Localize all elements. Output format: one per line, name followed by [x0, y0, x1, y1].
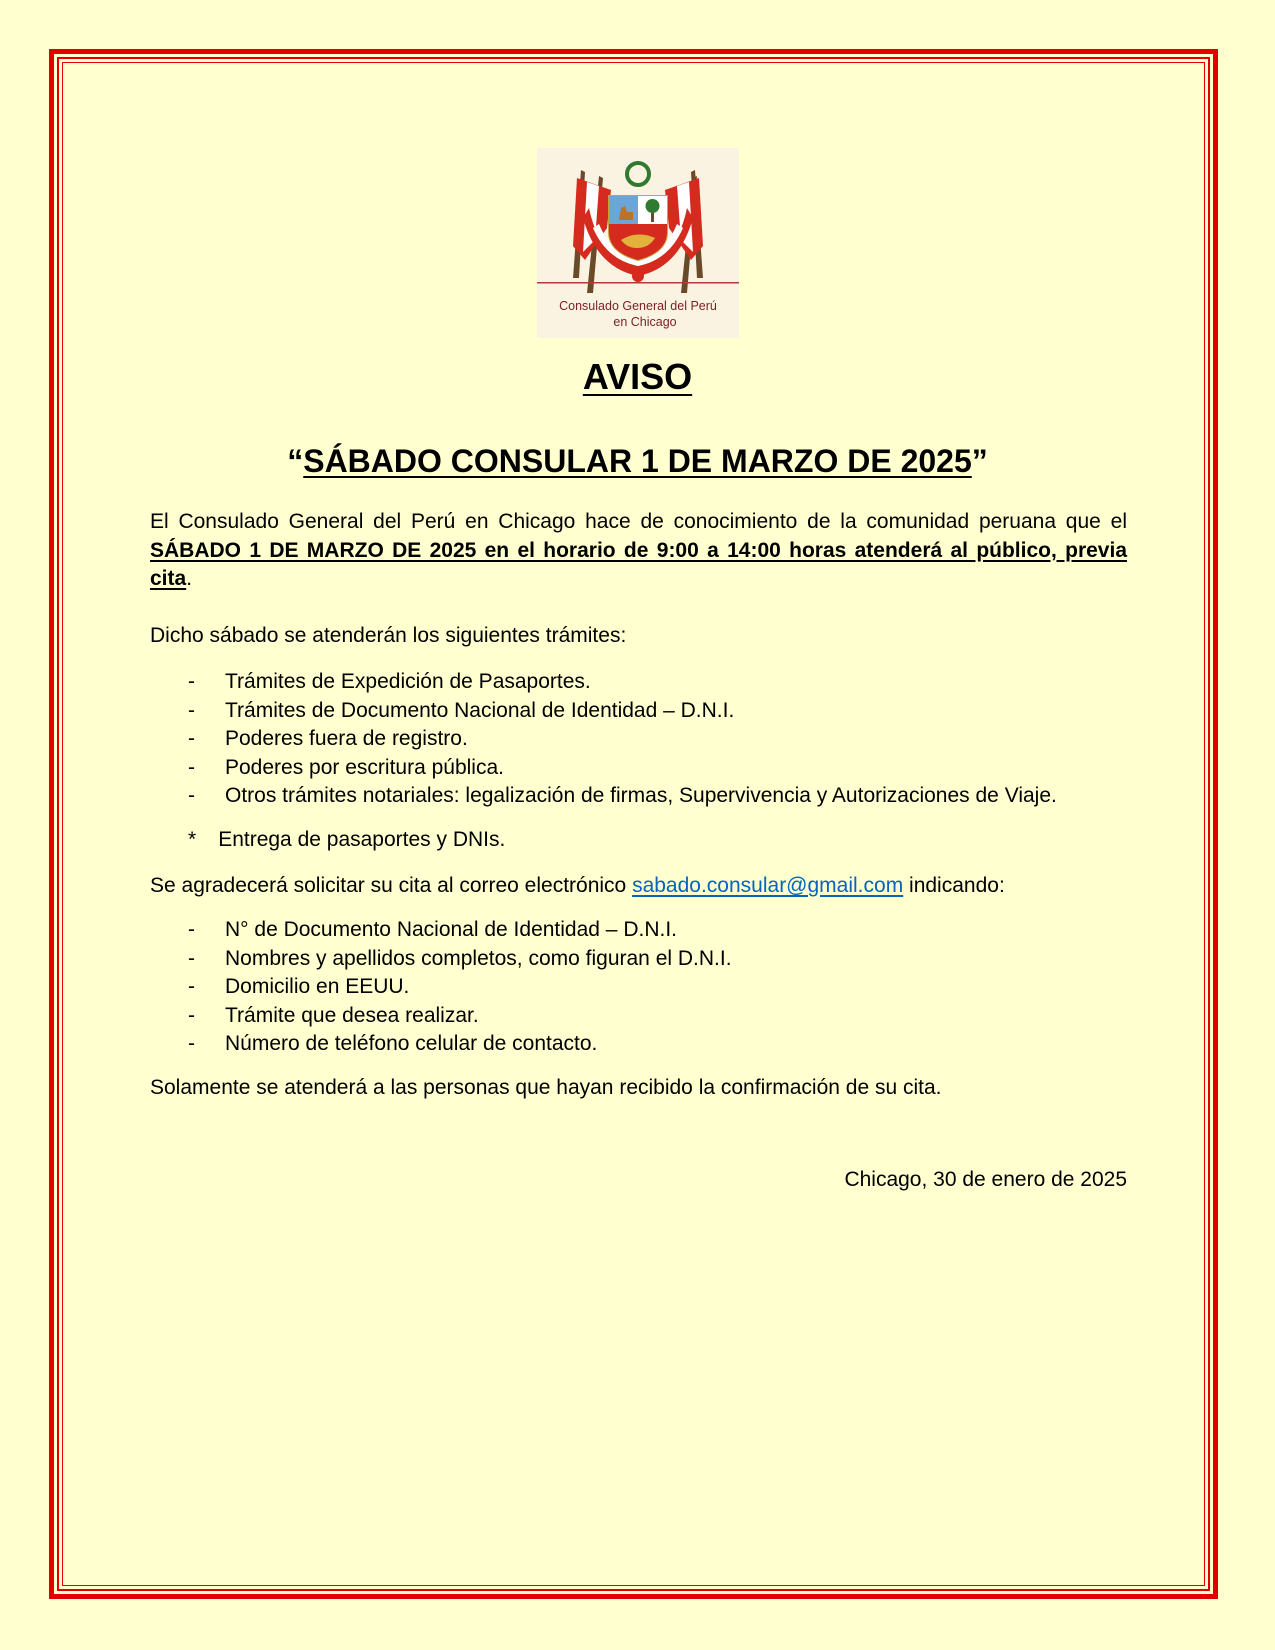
list-bullet: -	[188, 946, 195, 970]
requirements-list	[150, 916, 1150, 1059]
services-intro: Dicho sábado se atenderán los siguientes trámites:	[150, 624, 627, 647]
list-item-text: N° de Documento Nacional de Identidad – D.N.I.	[225, 918, 677, 941]
list-bullet: -	[188, 670, 195, 693]
logo-text-line2: en Chicago	[613, 315, 677, 329]
list-bullet: -	[188, 1032, 195, 1055]
list-item-text: Nombres y apellidos completos, como figuran el D.N.I.	[225, 946, 732, 970]
list-bullet: -	[188, 727, 195, 750]
intro-bold: SÁBADO 1 DE MARZO DE 2025 en el horario de 9:00 a 14:00 horas atenderá al público, previa cita	[150, 538, 1127, 590]
list-item-text: Trámites de Documento Nacional de Identidad – D.N.I.	[225, 698, 735, 722]
list-bullet: -	[188, 755, 195, 779]
list-item	[150, 782, 1150, 811]
list-item	[150, 916, 1150, 945]
subtitle-text: SÁBADO CONSULAR 1 DE MARZO DE 2025	[303, 443, 972, 479]
star-note-text: Entrega de pasaportes y DNIs.	[218, 828, 506, 851]
list-item	[150, 973, 1150, 1002]
logo-text-line1: Consulado General del Perú	[559, 299, 717, 313]
list-item-text: Poderes fuera de registro.	[225, 727, 468, 750]
list-bullet: -	[188, 918, 195, 941]
list-bullet: -	[188, 1003, 195, 1027]
services-list	[150, 668, 1150, 811]
page-title	[0, 355, 1275, 399]
email-tail: indicando:	[903, 874, 1005, 897]
closing-note: Solamente se atenderá a las personas que hayan recibido la confirmación de su cita.	[150, 1076, 942, 1099]
list-bullet: -	[188, 698, 195, 722]
list-bullet: -	[188, 975, 195, 998]
list-bullet: -	[188, 784, 195, 807]
list-item	[150, 668, 1150, 697]
consulate-logo	[537, 148, 739, 338]
list-item	[150, 725, 1150, 754]
list-item	[150, 1030, 1150, 1059]
page-subtitle	[0, 441, 1275, 481]
list-item-text: Número de teléfono celular de contacto.	[225, 1032, 598, 1055]
star-symbol: *	[188, 828, 197, 851]
email-paragraph	[150, 872, 1127, 901]
email-lead: Se agradecerá solicitar su cita al correo electrónico	[150, 874, 633, 897]
peru-coat-of-arms-icon	[537, 148, 739, 293]
email-link[interactable]: sabado.consular@gmail.com	[632, 874, 904, 897]
list-item-text: Trámite que desea realizar.	[225, 1003, 479, 1027]
star-note	[188, 826, 505, 855]
list-item-text: Domicilio en EEUU.	[225, 975, 410, 998]
intro-paragraph	[150, 508, 1127, 594]
intro-tail: .	[186, 567, 193, 590]
date-line: Chicago, 30 de enero de 2025	[844, 1168, 1127, 1191]
list-item-text: Otros trámites notariales: legalización de firmas, Supervivencia y Autorizaciones de Viaje.	[225, 784, 1057, 807]
list-item	[150, 1002, 1150, 1031]
intro-lead: El Consulado General del Perú en Chicago hace de conocimiento de la comunidad peruana que el	[150, 510, 1127, 533]
list-item	[150, 754, 1150, 783]
list-item-text: Trámites de Expedición de Pasaportes.	[225, 670, 591, 693]
subtitle-open-quote: “	[287, 443, 304, 479]
title-text: AVISO	[582, 356, 693, 397]
list-item-text: Poderes por escritura pública.	[225, 755, 504, 779]
list-item	[150, 945, 1150, 974]
subtitle-close-quote: ”	[971, 443, 988, 479]
list-item	[150, 697, 1150, 726]
